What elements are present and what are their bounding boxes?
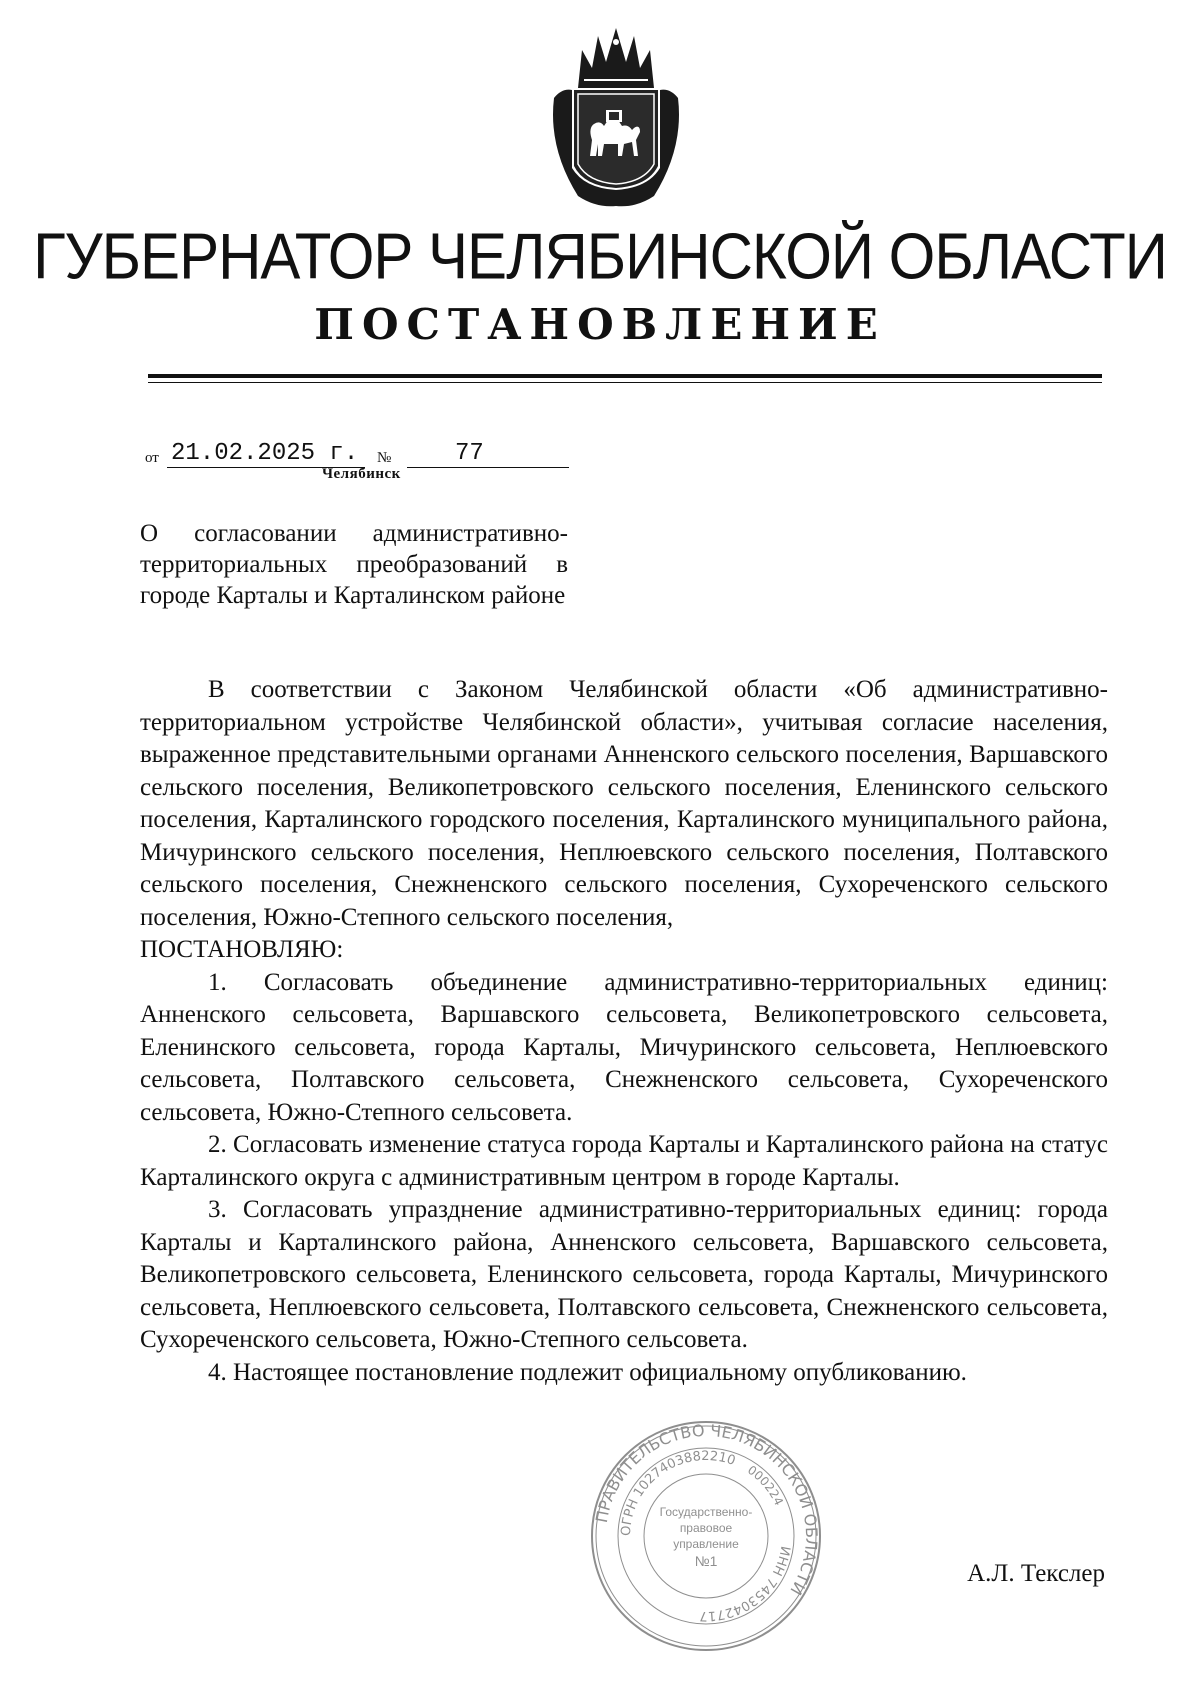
seal-center-line-1: Государственно- <box>659 1505 753 1519</box>
seal-center-line-3: управление <box>673 1537 739 1551</box>
seal-ogrn: ОГРН 1027403882210 <box>618 1448 738 1537</box>
header-rule-thick <box>148 374 1102 378</box>
document-date: 21.02.2025 г. <box>167 440 365 468</box>
document-subject: О согласовании административно-территориальных преобразований в городе Карталы и Карталинском районе <box>140 520 568 609</box>
issuer-title: ГУБЕРНАТОР ЧЕЛЯБИНСКОЙ ОБЛАСТИ <box>33 220 1167 293</box>
seal-inn: ИНН 7453042717 <box>699 1544 793 1624</box>
preamble-paragraph: В соответствии с Законом Челябинской области «Об административно-территориальном устройстве Челябинской области», учитывая согласие населения, выраженное представительными органами Анненского сельского поселения, Варшавского сельского поселения, Великопетровского сельского поселения, Еленинского сельского поселения, Карталинского городского поселения, Карталинского муниципального района, Мичуринского сельского поселения, Неплюевского сельского поселения, Полтавского сельского поселения, Снежненского сельского поселения, Сухореченского сельского поселения, Южно-Степного сельского поселения, <box>140 676 1108 931</box>
coat-of-arms-emblem <box>548 28 684 208</box>
number-prefix: № <box>377 450 392 466</box>
signature-name: А.Л. Текслер <box>967 1560 1105 1587</box>
seal-center-line-4: №1 <box>694 1553 718 1569</box>
document-type: ПОСТАНОВЛЕНИЕ <box>314 300 886 349</box>
resolve-heading: ПОСТАНОВЛЯЮ: <box>140 936 344 963</box>
header-rule-thin <box>148 382 1102 383</box>
seal-outer-text: ПРАВИТЕЛЬСТВО ЧЕЛЯБИНСКОЙ ОБЛАСТИ <box>591 1420 822 1599</box>
date-prefix: от <box>145 450 159 466</box>
item-1: 1. Согласовать объединение административно-территориальных единиц: Анненского сельсовета, Варшавского сельсовета, Великопетровского сельсовета, Еленинского сельсовета, города Карталы, Мичуринского сельсовета, Неплюевского сельсовета, Полтавского сельсовета, Снежненского сельсовета, Сухореченского сельсовета, Южно-Степного сельсовета. <box>140 968 1108 1126</box>
seal-center-line-2: правовое <box>679 1521 733 1535</box>
item-4: 4. Настоящее постановление подлежит официальному опубликованию. <box>208 1358 967 1386</box>
city: Челябинск <box>322 466 401 482</box>
item-2: 2. Согласовать изменение статуса города Карталы и Карталинского района на статус Карталинского округа с административным центром в городе Карталы. <box>140 1131 1108 1191</box>
seal-kpp: 000224 <box>745 1462 786 1508</box>
official-seal <box>588 1418 824 1654</box>
document-body <box>140 674 1108 1389</box>
item-3: 3. Согласовать упразднение административно-территориальных единиц: города Карталы и Карталинского района, Анненского сельсовета, Варшавского сельсовета, Великопетровского сельсовета, Еленинского сельсовета, города Карталы, Мичуринского сельсовета, Неплюевского сельсовета, Полтавского сельсовета, Снежненского сельсовета, Сухореченского сельсовета, Южно-Степного сельсовета. <box>140 1196 1108 1353</box>
document-number: 77 <box>407 440 569 468</box>
